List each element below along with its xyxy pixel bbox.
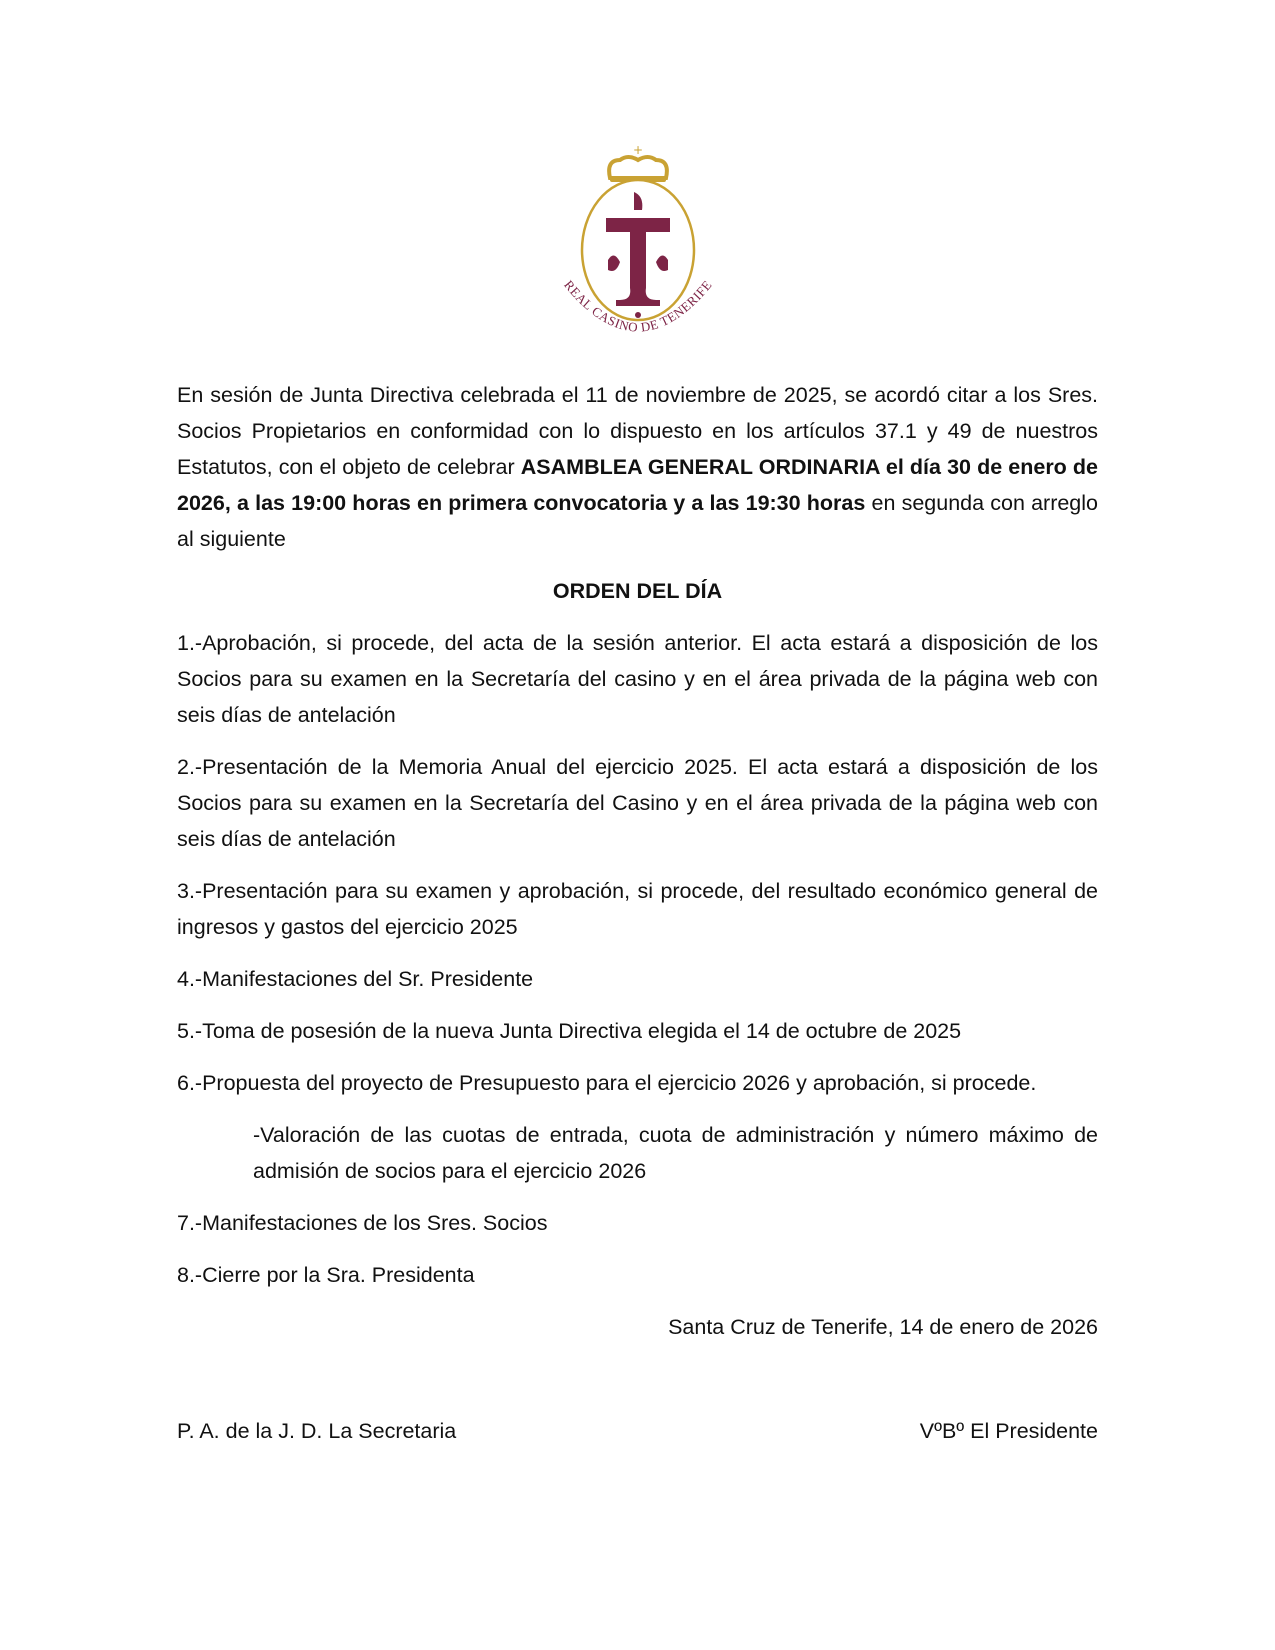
signatures [177,1413,1098,1449]
intro-text: En sesión de Junta Directiva celebrada el 11 de noviembre de 2025, se acordó citar a los Sres. Socios Propietarios en conformidad con lo dispuesto en los artículos 37.1 y 49 de nuestros Estatutos, con el objeto de celebrar [177,383,1098,479]
agenda-item: 7.-Manifestaciones de los Sres. Socios [177,1211,548,1235]
place-date: Santa Cruz de Tenerife, 14 de enero de 2026 [668,1315,1098,1339]
intro-bold-text: ASAMBLEA GENERAL ORDINARIA el día 30 de enero de 2026, a las 19:00 horas en primera convocatoria y a las 19:30 horas [177,455,1099,515]
svg-text:+: + [632,143,644,157]
agenda-item: 5.-Toma de posesión de la nueva Junta Directiva elegida el 14 de octubre de 2025 [177,1019,962,1043]
document-body [177,377,1098,1465]
crown-icon [609,143,667,182]
agenda-item: 3.-Presentación para su examen y aprobación, si procede, del resultado económico general de ingresos y gastos del ejercicio 2025 [177,879,1098,939]
real-casino-de-tenerife-logo [548,140,728,365]
agenda-item: 1.-Aprobación, si procede, del acta de la sesión anterior. El acta estará a disposición de los Socios para su examen en la Secretaría del casino y en el área privada de la página web con seis días de antelación [177,631,1098,727]
agenda-item: 6.-Propuesta del proyecto de Presupuesto para el ejercicio 2026 y aprobación, si procede. [177,1071,1037,1095]
signature-secretary: P. A. de la J. D. La Secretaria [177,1419,457,1443]
signature-president: VºBº El Presidente [919,1419,1098,1443]
agenda-item: 2.-Presentación de la Memoria Anual del ejercicio 2025. El acta estará a disposición de los Socios para su examen en la Secretaría del Casino y en el área privada de la página web con seis días de antelación [177,755,1098,851]
agenda-item: 8.-Cierre por la Sra. Presidenta [177,1263,475,1287]
logo-text: REAL CASINO DE TENERIFE [561,277,715,335]
agenda-title: ORDEN DEL DÍA [552,579,723,603]
agenda-subitem: -Valoración de las cuotas de entrada, cuota de administración y número máximo de admisión de socios para el ejercicio 2026 [253,1123,1098,1183]
intro-text-end: en segunda con arreglo al siguiente [177,491,1098,551]
intro-paragraph [177,377,1098,557]
agenda-item: 4.-Manifestaciones del Sr. Presidente [177,967,534,991]
